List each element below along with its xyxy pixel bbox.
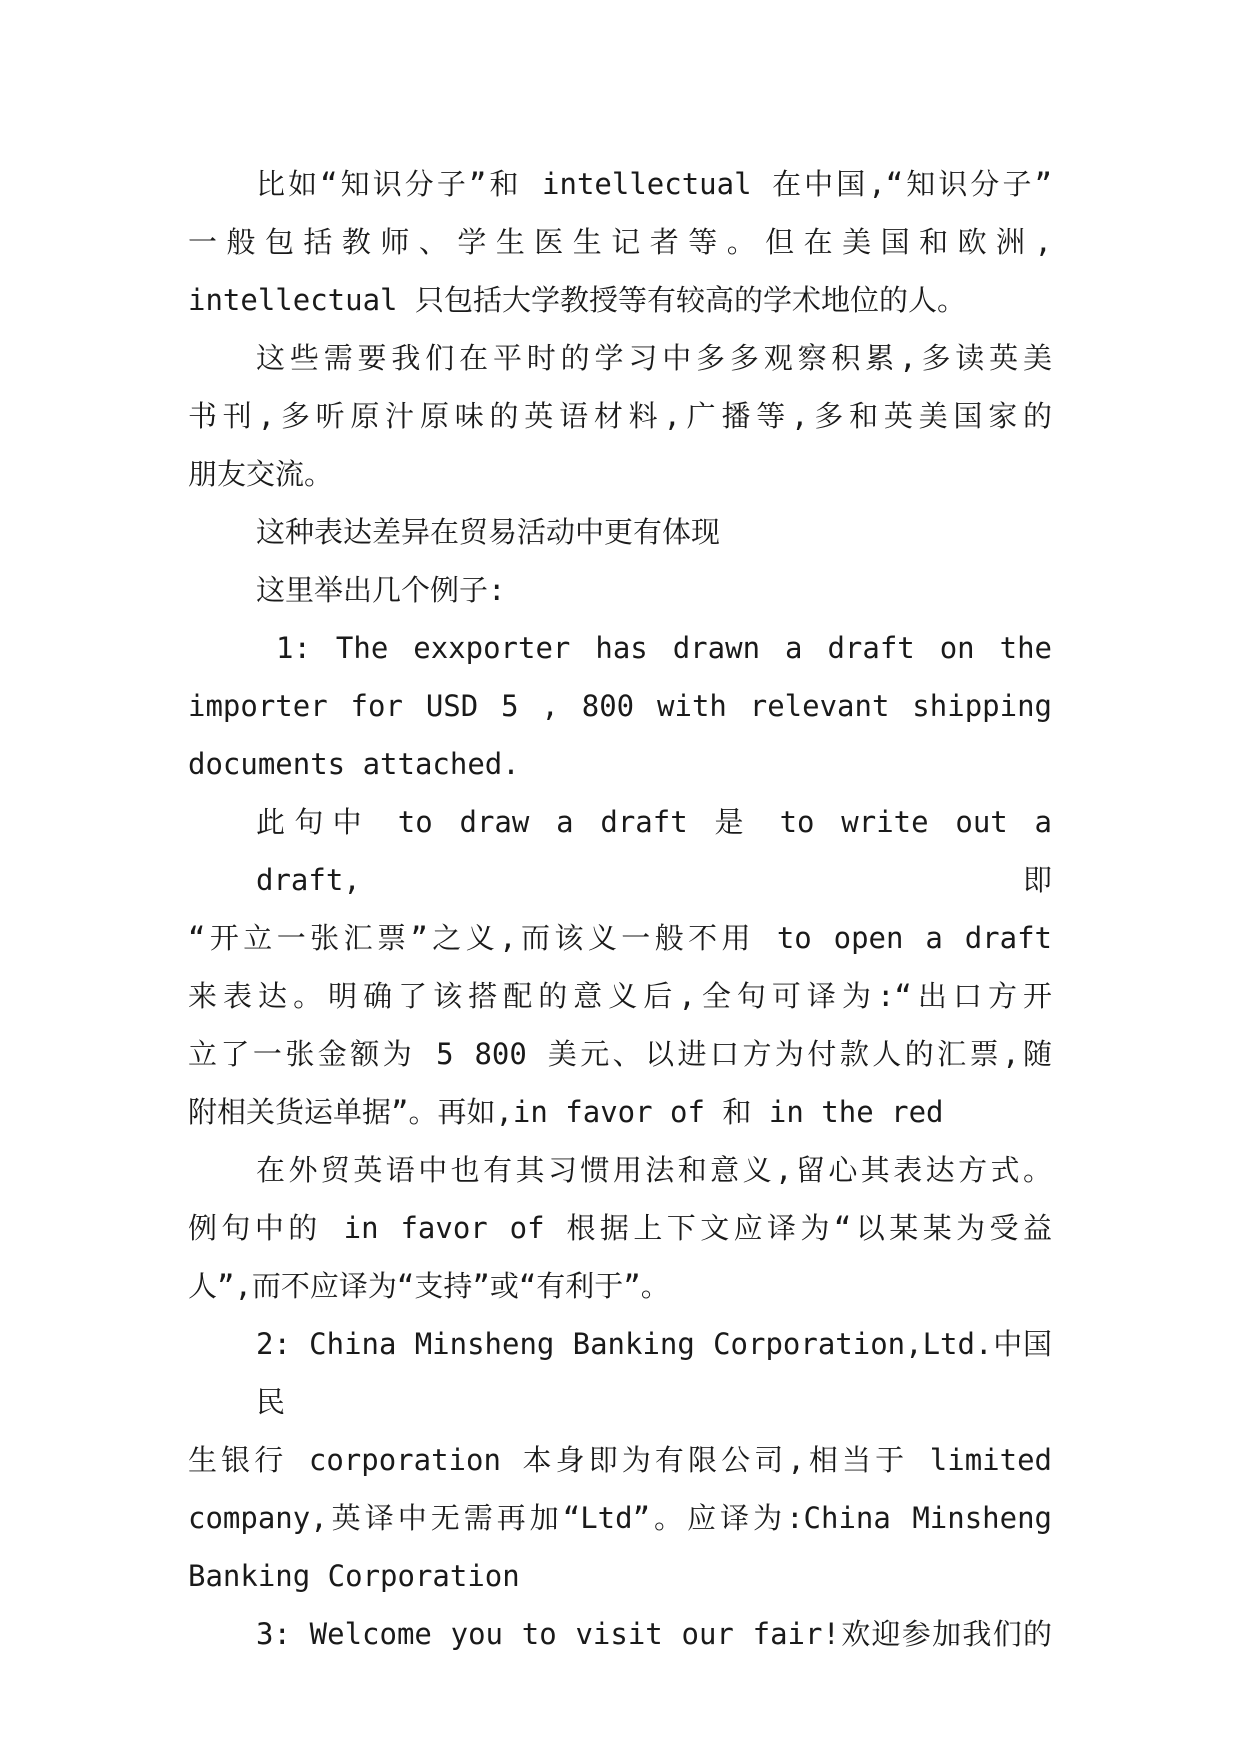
text-line: 这里举出几个例子:	[256, 573, 506, 607]
text-line: 来表达。明确了该搭配的意义后,全句可译为:“出口方开	[188, 979, 1052, 1013]
paragraph-observe	[188, 329, 1052, 503]
paragraph-in-favor-of	[188, 1141, 1052, 1315]
text-line: 一般包括教师、学生医生记者等。但在美国和欧洲,	[188, 225, 1052, 259]
paragraph-example-2	[188, 1315, 1052, 1605]
text-line: company,英译中无需再加“Ltd”。应译为:China Minsheng	[188, 1501, 1052, 1535]
text-line: 3: Welcome you to visit our fair!欢迎参加我们的	[256, 1617, 1052, 1651]
text-line: 书刊,多听原汁原味的英语材料,广播等,多和英美国家的	[188, 399, 1052, 433]
text-line: 立了一张金额为 5 800 美元、以进口方为付款人的汇票,随	[188, 1037, 1052, 1071]
text-line: 生银行 corporation 本身即为有限公司,相当于 limited	[188, 1443, 1052, 1477]
text-line: intellectual 只包括大学教授等有较高的学术地位的人。	[188, 283, 966, 317]
text-line: 人”,而不应译为“支持”或“有利于”。	[188, 1269, 670, 1303]
paragraph-example-3	[188, 1605, 1052, 1663]
text-line: 1: The exxporter has drawn a draft on the	[276, 631, 1052, 665]
text-line: 2: China Minsheng Banking Corporation,Ltd.中国民	[256, 1327, 1052, 1419]
paragraph-example-1	[188, 619, 1052, 793]
paragraph-intellectual	[188, 155, 1052, 329]
text-line: 在外贸英语中也有其习惯用法和意义,留心其表达方式。	[256, 1153, 1052, 1187]
text-line: 此句中 to draw a draft 是 to write out a draft,即	[256, 805, 1052, 897]
text-line: 这些需要我们在平时的学习中多多观察积累,多读英美	[256, 341, 1052, 375]
text-line: importer for USD 5 , 800 with relevant shipping	[188, 689, 1052, 723]
text-line: documents attached.	[188, 747, 520, 781]
text-line: 附相关货运单据”。再如,in favor of 和 in the red	[188, 1095, 944, 1129]
text-line: 比如“知识分子”和 intellectual 在中国,“知识分子”	[256, 167, 1052, 201]
text-line: 例句中的 in favor of 根据上下文应译为“以某某为受益	[188, 1211, 1052, 1245]
text-line: 这种表达差异在贸易活动中更有体现	[256, 515, 721, 549]
paragraph-examples-intro	[188, 561, 1052, 619]
document-body	[188, 155, 1052, 1663]
text-line: “开立一张汇票”之义,而该义一般不用 to open a draft	[188, 921, 1052, 955]
paragraph-draft-explanation	[188, 793, 1052, 1141]
text-line: Banking Corporation	[188, 1559, 520, 1593]
paragraph-trade-difference	[188, 503, 1052, 561]
text-line: 朋友交流。	[188, 457, 334, 491]
